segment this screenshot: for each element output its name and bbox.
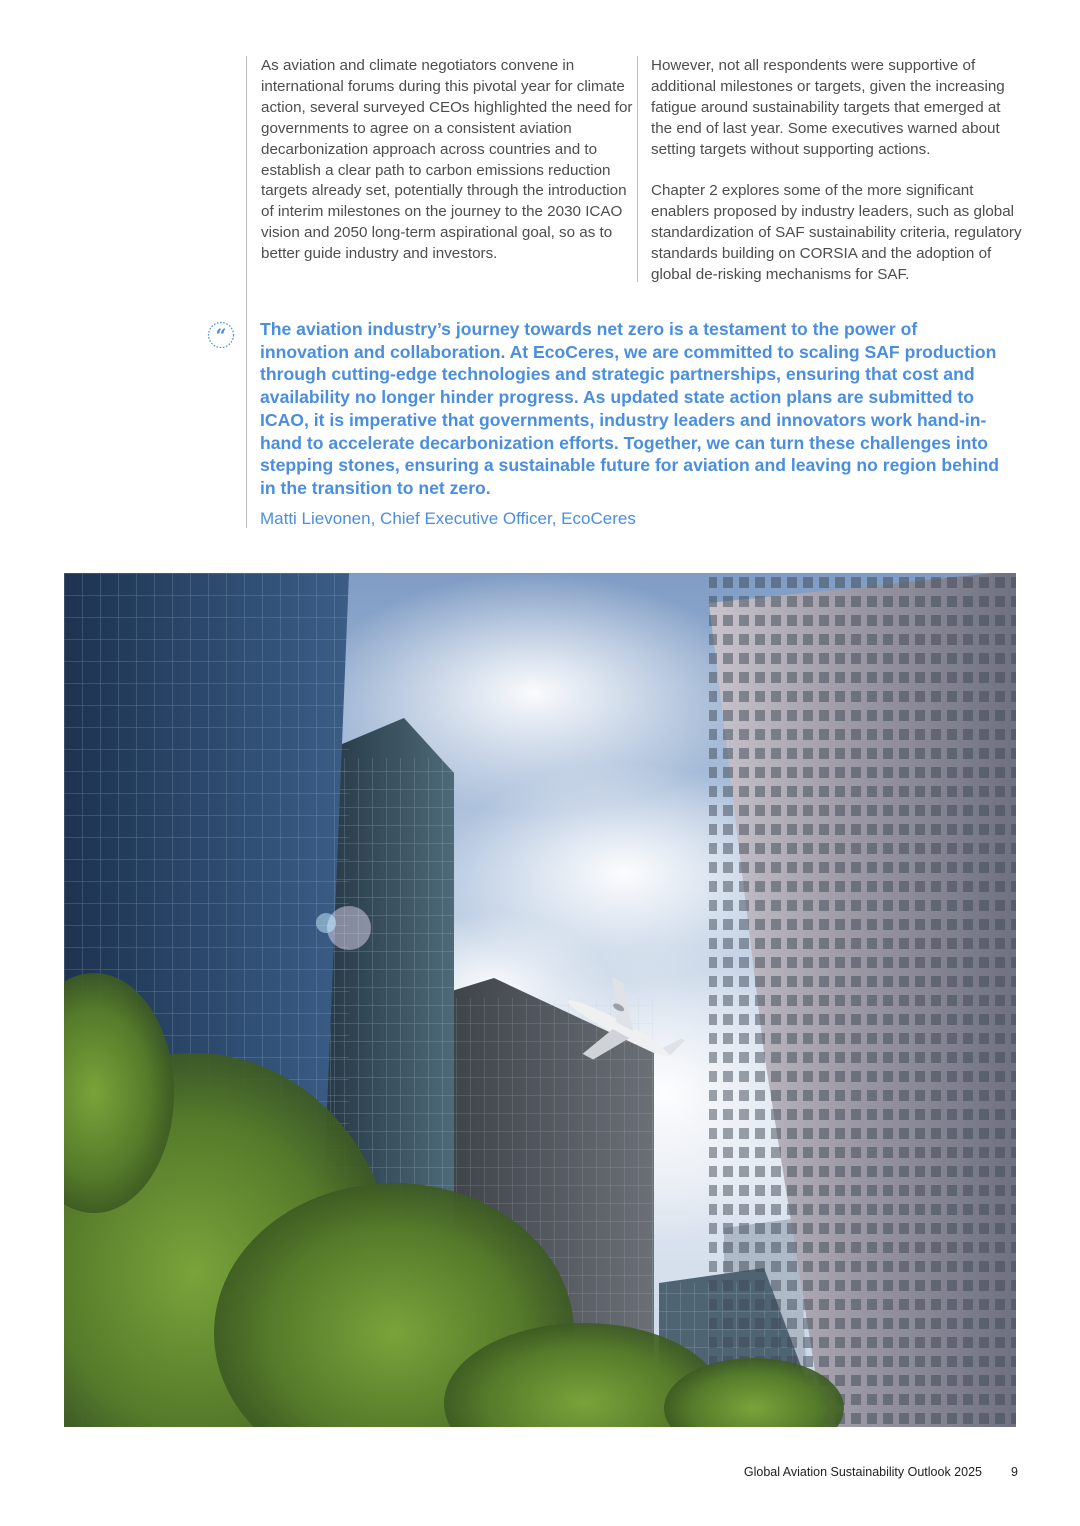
quote-organization: EcoCeres (561, 509, 636, 528)
quote-role: Chief Executive Officer (380, 509, 552, 528)
footer-document-title: Global Aviation Sustainability Outlook 2025 (743, 1465, 982, 1479)
hero-photo-skyscrapers-airplane (64, 573, 1016, 1427)
right-text-column (637, 56, 1023, 282)
right-paragraph-2: Chapter 2 explores some of the more significant enablers proposed by industry leaders, such as global standardization of SAF sustainability criteria, regulatory standards building on CORSIA and the adoption of global de-risking mechanisms for SAF. (651, 182, 1022, 284)
left-paragraph: As aviation and climate negotiators convene in international forums during this pivotal year for climate action, several surveyed CEOs highlighted the need for governments to agree on a consistent aviation decarbonization approach across countries and to establish a clear path to carbon emissions reduction targets already set, potentially through the introduction of interim milestones on the journey to the 2030 ICAO vision and 2050 long-term aspirational goal, so as to better guide industry and investors. (261, 57, 633, 263)
quote-author: Matti Lievonen (260, 509, 371, 528)
quote-attribution: Matti Lievonen, Chief Executive Officer, EcoCeres (260, 509, 636, 528)
quote-icon (207, 321, 235, 349)
footer-page-number: 9 (1011, 1465, 1018, 1479)
svg-text:“: “ (215, 325, 227, 347)
pull-quote: The aviation industry’s journey towards net zero is a testament to the power of innovation and collaboration. At EcoCeres, we are committed to scaling SAF production through cutting-edge technologies and strategic partnerships, ensuring that cost and availability no longer hinder progress. As updated state action plans are submitted to ICAO, it is imperative that governments, industry leaders and innovators work hand-in-hand to accelerate decarbonization efforts. Together, we can turn these challenges into stepping stones, ensuring a sustainable future for aviation and leaving no region behind in the transition to net zero. (260, 319, 1000, 498)
right-paragraph-1: However, not all respondents were supportive of additional milestones or targets, given the increasing fatigue around sustainability targets that emerged at the end of last year. Some executives warned about setting targets without supporting actions. (651, 57, 1005, 158)
